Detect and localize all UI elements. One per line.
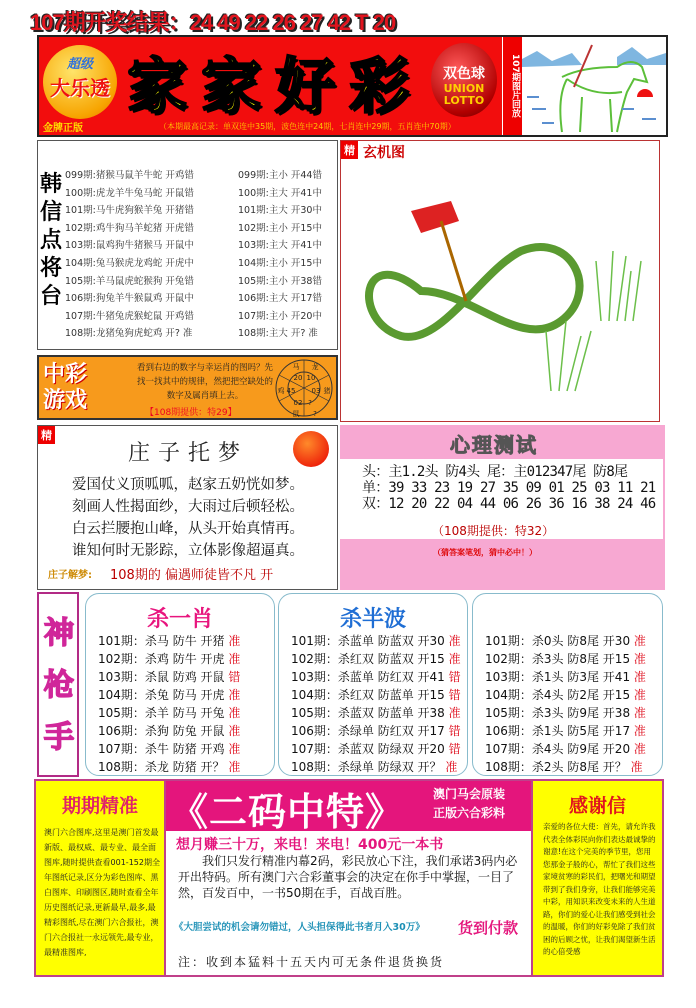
game-title: 中彩游戏 [43,361,88,413]
thank-you-letter [531,781,662,975]
draw-result-header: 107期开奖结果：24 49 22 26 27 42 T 20 [30,10,396,35]
two-code-side [433,785,505,823]
wheel-number: 02 [293,399,303,407]
kill-row [485,740,646,757]
kill-row-result: 准 [448,706,461,720]
kill-row-text: 106期：杀狗 防兔 开鼠 [98,724,225,738]
kill-row [98,740,240,757]
hanxin-left-row: 108期:龙猪兔狗虎蛇鸡 开? 准 [65,328,193,340]
gold-edition-label: 金牌正版 [43,123,83,134]
kill-row [485,668,646,685]
kill-row [291,740,461,757]
hanxin-left-row: 103期:鼠鸡狗牛猪猴马 开鼠中 [65,240,194,252]
head-tail-line: 头：主1.2头 防4头 尾：主012347尾 防8尾 [362,464,628,480]
zhuangzi-dream-panel [37,425,338,590]
kill-row [98,668,240,685]
wheel-number: ? [308,399,312,407]
kill-row [98,704,240,721]
super-lotto-logo [43,45,117,119]
kill-row-text: 104期：杀红双 防蓝单 开15 [291,688,445,702]
game-instructions: 看到右边的数字与幸运肖的图吗？先找一找其中的规律，然把把空缺处的数字及属肖填上去。 [136,363,273,401]
bottom-ad-section [34,779,664,977]
red-sun-icon [293,431,329,467]
kill-row-result: 错 [448,670,461,684]
kill-row [291,704,461,721]
kill-row-result: 准 [633,652,646,666]
kill-row-text: 102期：杀3头 防8尾 开15 [485,652,631,666]
kill-row-result: 准 [448,634,461,648]
accurate-body: 澳门六合图库,这里是澳门首发最新版、最权威、最专业、最全面图库,随时提供查看001-152期全年图纸记录,区分为彩色图库、黑白图库、印刷图区,随时查看全年历史图纸记录,更新最早,最多,最精彩图纸,尽在澳门六合报社，澳门六合报社一永远领先,最专业，最精准图库, [44,828,160,957]
kill-panel-title: 杀一肖 [146,607,213,632]
kill-row [98,650,240,667]
kill-row-result: 错 [448,742,461,756]
wheel-label: 龙 [311,363,319,371]
kill-row-result: 准 [633,688,646,702]
kill-row [485,686,646,703]
accurate-title: 期期精准 [61,795,138,817]
wheel-label: 鸡 [277,387,285,395]
hanxin-right-row: 102期:主小 开15中 [238,222,322,234]
union-lotto-en1: UNION [443,82,485,95]
kill-row [485,632,646,649]
thanks-title: 感谢信 [568,795,626,817]
kill-row-result: 准 [228,652,241,666]
hanxin-left-row: 102期:鸡牛狗马羊蛇猪 开虎错 [65,222,194,234]
poem-line: 谁知何时无影踪，立体影像超逼真。 [72,543,304,559]
kill-row-text: 108期：杀绿单 防绿双 开？ [291,760,442,774]
kill-row-result: 错 [228,670,241,684]
hanxin-right-row: 103期:主大 开41中 [238,240,322,252]
kill-row-result: 准 [633,670,646,684]
kill-panel-title: 杀半波 [339,607,406,632]
union-lotto-logo [431,43,497,117]
zhuangzi-title: 庄子托梦 [128,441,249,466]
cash-on-delivery: 货到付款 [458,919,519,937]
kill-row [485,650,646,667]
wheel-number: 03 [311,387,321,395]
kill-row [98,686,240,703]
kill-row [485,722,646,739]
hanxin-left-row: 105期:羊马鼠虎蛇猴狗 开兔错 [65,275,194,287]
psych-test-title: 心理测试 [450,433,538,457]
hanxin-right-row: 104期:主小 开15中 [238,258,322,269]
hanxin-right-row: 099期:主小 开44错 [238,170,322,181]
kill-row-result: 准 [445,760,458,774]
kill-row-result: 准 [633,724,646,738]
kill-row-result: 准 [228,634,241,648]
mystery-picture-title: 玄机图 [363,145,405,161]
kill-row [291,758,457,775]
kill-row-result: 准 [228,742,241,756]
poem-line: 刻画人性揭面纱，大雨过后顿轻松。 [72,499,304,515]
kill-row [485,758,643,775]
two-code-slogan: 想月赚三十万，来电！来电！400元一本书 [176,837,444,853]
two-code-guarantee: 《大胆尝试的机会请勿错过，人头担保得此书者月入30万》 [174,922,425,933]
two-code-ad [166,781,531,975]
kill-row-result: 准 [633,706,646,720]
accurate-panel [36,781,166,975]
hanxin-panel [37,140,338,350]
answer-text: 108期的 偏遇师徒皆不凡 开 [110,568,274,583]
kill-row-text: 102期：杀鸡 防牛 开虎 [98,652,225,666]
poem-line: 白云拦腰抱山峰，从头开始真情再。 [72,521,304,537]
hanxin-left-row: 107期:牛猪兔虎猴蛇鼠 开鸡错 [65,310,194,322]
kill-row [291,686,461,703]
wheel-number: 10 [306,374,316,382]
side-line: 澳门马会原装 [433,787,506,801]
hanxin-right-row: 105期:主小 开38错 [238,275,322,287]
thanks-body: 亲爱的各位大使：首先，请允许我代表全体彩民向你们表达最诚挚的谢意!在这个完美的季节里，您用您那金子般的心，帮忙了我们这些家境贫寒的彩民们，把曙光和期望带到了我们身旁，让我们能够完美中彩，用知识来改变未来的人生道路，你们的爱心让我们感受到社会的温暖，你们的好彩免除了我们贫困的后顾之忧，让我们渴望新生活的心倍受感 [543,822,656,956]
kill-row-result: 错 [448,724,461,738]
kill-row-text: 107期：杀蓝双 防绿双 开20 [291,742,445,756]
kill-row-text: 108期：杀龙 防猪 开？ [98,760,225,774]
kill-row [98,722,240,739]
kill-panel [278,593,468,776]
wheel-label: 鼠 [292,410,300,418]
answer-label: 庄子解梦: [48,570,92,581]
kill-row-text: 101期：杀马 防牛 开猪 [98,634,225,648]
two-code-body: 我们只发行精准内幕2码，彩民放心下注，我们承诺3码内必开出特码。所有澳门六合彩董事会的决定在你手中掌握，一目了然，百发百中，一书50期在手，百战百胜。 [178,854,518,900]
lottery-game-panel [37,355,338,420]
masthead-title: 家家好彩 [127,52,423,122]
hanxin-left-row: 101期:马牛虎狗猴羊兔 开猪错 [65,205,194,217]
game-tip: 【108期提供：特29】 [145,408,237,418]
kill-row-text: 105期：杀羊 防马 开兔 [98,706,225,720]
kill-row [291,650,461,667]
logo-main-text: 大乐透 [50,76,110,100]
replay-strip: 107期图片回放 [502,37,522,135]
kill-row-result: 准 [228,706,241,720]
kill-row [291,632,461,649]
kill-row-text: 107期：杀4头 防9尾 开20 [485,742,631,756]
zodiac-wheel [273,358,335,418]
horse-drawing-image [522,37,666,135]
kill-row-text: 105期：杀3头 防9尾 开38 [485,706,631,720]
kill-row [98,632,240,649]
hanxin-left-row: 099期:猪猴马鼠羊牛蛇 开鸡错 [65,170,194,181]
psych-test-tip: （108期提供：特32） [432,524,555,538]
union-lotto-cn: 双色球 [443,66,485,82]
kill-row-result: 准 [448,652,461,666]
wheel-label: ? [313,410,317,418]
poem-line: 爱国仗义顶呱呱，赵家五奶恍如梦。 [72,477,304,493]
psych-test-note: （猜答案笔划，猜中必中！） [433,548,537,557]
kill-row-text: 101期：杀蓝单 防蓝双 开30 [291,634,445,648]
kill-row-result: 准 [630,760,643,774]
side-line: 正版六合彩料 [433,806,506,820]
wheel-label: 马 [292,363,300,371]
kill-row-text: 103期：杀鼠 防鸡 开鼠 [98,670,225,684]
psych-test-panel [340,425,665,590]
kill-row-result: 准 [228,688,241,702]
even-numbers-line: 双：12 20 22 04 44 06 26 36 16 38 24 46 [362,496,656,512]
kill-row-result: 准 [633,634,646,648]
hanxin-right-row: 106期:主大 开17错 [238,293,322,305]
masthead-subtitle: （本期最高记录：单双连中35期，波色连中24期，七肖连中29期，五肖连中70期） [159,122,456,131]
hanxin-right-row: 101期:主大 开30中 [238,205,322,217]
hanxin-right-row: 108期:主大 开? 准 [238,328,318,340]
hanxin-title: 韩信点将台 [40,172,63,309]
kill-row-text: 103期：杀蓝单 防红双 开41 [291,670,445,684]
featured-badge: 精 [341,141,358,159]
kill-row [98,758,240,775]
hanxin-right-row: 107期:主小 开20中 [238,310,322,322]
hanxin-left-row: 104期:兔马猴虎龙鸡蛇 开虎中 [65,258,194,269]
hanxin-left-row: 100期:虎龙羊牛兔马蛇 开鼠错 [65,187,194,199]
wheel-label: 猪 [323,387,331,395]
kill-row-text: 106期：杀1头 防5尾 开17 [485,724,631,738]
kill-row-text: 106期：杀绿单 防红双 开17 [291,724,445,738]
logo-top-text: 超级 [66,57,93,72]
kill-row-result: 准 [633,742,646,756]
sharpshooter-label-box [37,592,79,777]
kill-panel [85,593,275,776]
kill-row-result: 错 [448,688,461,702]
kill-row-text: 101期：杀0头 防8尾 开30 [485,634,631,648]
masthead-banner [37,35,668,137]
kill-row-text: 103期：杀1头 防3尾 开41 [485,670,631,684]
kill-row-text: 107期：杀牛 防猪 开鸡 [98,742,225,756]
kill-row [291,668,461,685]
kill-row-text: 108期：杀2头 防8尾 开？ [485,760,627,774]
odd-numbers-line: 单：39 33 23 19 27 35 09 01 25 03 11 21 [362,480,656,496]
sharpshooter-title: 神枪手 [44,616,74,755]
kill-row-text: 104期：杀兔 防马 开虎 [98,688,225,702]
kill-row-result: 准 [228,724,241,738]
featured-badge: 精 [38,426,55,444]
kill-row [485,704,646,721]
return-note: 注：收到本猛料十五天内可无条件退货换货 [178,955,445,969]
two-code-title: 《二码中特》 [170,790,405,834]
kill-row-text: 104期：杀4头 防2尾 开15 [485,688,631,702]
mystery-picture-image [341,161,659,421]
hanxin-left-row: 106期:狗兔羊牛猴鼠鸡 开鼠中 [65,293,194,305]
kill-row [291,722,461,739]
wheel-number: 20 [293,374,303,382]
kill-row-text: 102期：杀红双 防蓝双 开15 [291,652,445,666]
kill-panel [472,593,663,776]
kill-row-text: 105期：杀蓝双 防蓝单 开38 [291,706,445,720]
hanxin-right-row: 100期:主大 开41中 [238,187,322,199]
union-lotto-en2: LOTTO [443,94,485,107]
kill-row-result: 准 [228,760,241,774]
mystery-picture-panel [340,140,660,422]
wheel-number: 45 [286,387,296,395]
